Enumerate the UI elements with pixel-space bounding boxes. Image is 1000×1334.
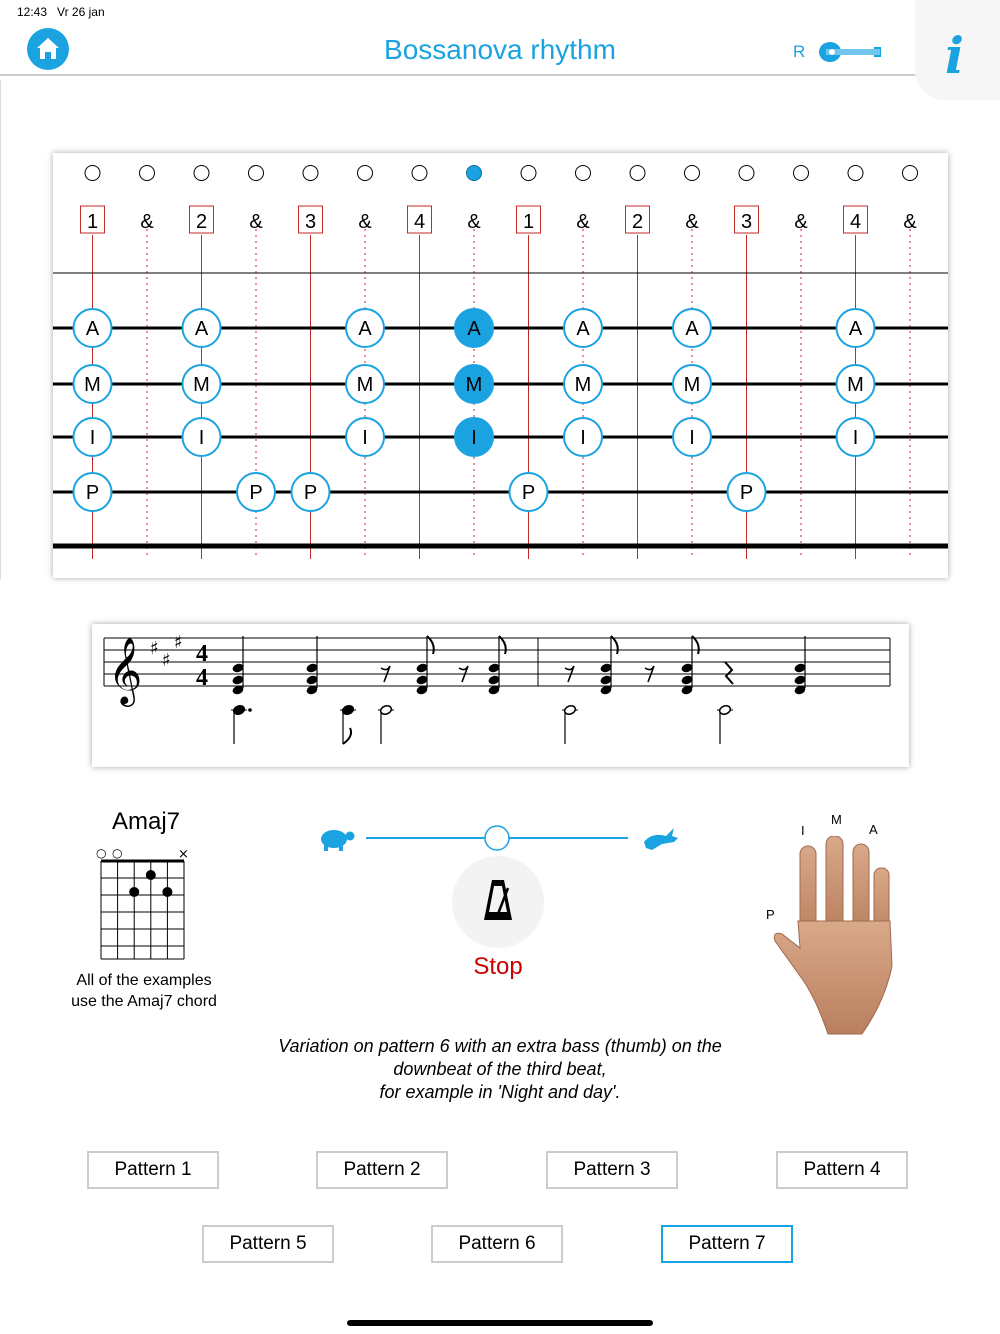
pattern-2-button[interactable]: Pattern 2: [316, 1151, 448, 1189]
step-indicator[interactable]: [249, 166, 264, 181]
step-indicator[interactable]: [848, 166, 863, 181]
offbeat-label: &: [140, 211, 154, 233]
note-flag: [499, 636, 506, 654]
beat-number: 3: [304, 211, 317, 233]
info-icon: i: [945, 26, 964, 85]
dot: [248, 708, 252, 712]
step-indicator[interactable]: [685, 166, 700, 181]
page-title: Bossanova rhythm: [384, 34, 616, 65]
note-flag: [692, 636, 699, 654]
music-score: [92, 624, 909, 767]
finger-dot: [146, 870, 156, 880]
finger-label-m: M: [831, 812, 842, 827]
score-notes: [231, 636, 807, 744]
step-indicator[interactable]: [576, 166, 591, 181]
finger-stroke-label: P: [739, 482, 754, 504]
tempo-slider-thumb[interactable]: [485, 826, 509, 850]
finger-stroke-label: M: [193, 374, 210, 396]
chord-caption: All of the examples use the Amaj7 chord: [71, 972, 217, 1010]
tempo-control: [314, 822, 684, 856]
step-indicator[interactable]: [739, 166, 754, 181]
finger-stroke-label: M: [574, 374, 592, 396]
finger-stroke-label: A: [358, 318, 372, 340]
finger-stroke-label: M: [84, 374, 101, 396]
offbeat-label: &: [685, 211, 699, 233]
key-signature: ♯: [150, 638, 159, 659]
beat-number: 2: [195, 211, 208, 233]
offbeat-label: &: [358, 211, 372, 233]
status-bar: [0, 0, 1000, 24]
app-header: [0, 24, 1000, 85]
finger-label-i: I: [801, 823, 805, 838]
finger-stroke-label: I: [89, 427, 96, 449]
finger-stroke-label: A: [848, 318, 863, 340]
muted-string-marker: ×: [178, 847, 189, 862]
step-indicator[interactable]: [358, 166, 373, 181]
guitar-icon[interactable]: [818, 40, 882, 69]
finger-stroke-label: I: [852, 427, 859, 449]
time-sig-bottom: 4: [196, 665, 208, 691]
offbeat-label: &: [903, 211, 917, 233]
open-string-marker: ○: [112, 846, 123, 860]
finger-stroke-label: M: [465, 374, 483, 396]
finger-label-p: P: [766, 907, 775, 922]
step-indicator[interactable]: [194, 166, 209, 181]
note-flag: [343, 728, 351, 744]
beat-number: 2: [631, 211, 644, 233]
svg-text:♯: ♯: [162, 650, 171, 671]
rhythm-grid: [53, 153, 948, 578]
rhythm-grid-panel: [53, 153, 948, 578]
finger-stroke-label: P: [521, 482, 536, 504]
offbeat-label: &: [467, 211, 481, 233]
finger-stroke-label: I: [198, 427, 205, 449]
step-indicator[interactable]: [630, 166, 645, 181]
open-string-marker: ○: [96, 846, 107, 860]
finger-stroke-label: P: [249, 482, 263, 504]
pattern-6-button[interactable]: Pattern 6: [431, 1225, 563, 1263]
step-indicator[interactable]: [521, 166, 536, 181]
pattern-3-button[interactable]: Pattern 3: [546, 1151, 678, 1189]
step-indicator[interactable]: [412, 166, 427, 181]
chord-diagram: [94, 844, 194, 962]
finger-stroke-label: A: [85, 318, 100, 340]
metronome-button[interactable]: [452, 856, 544, 948]
finger-stroke-label: A: [576, 318, 590, 340]
step-indicator[interactable]: [140, 166, 155, 181]
pattern-4-button[interactable]: Pattern 4: [776, 1151, 908, 1189]
note-flag: [611, 636, 618, 654]
step-indicator[interactable]: [303, 166, 318, 181]
hand-illustration: [770, 836, 920, 1036]
finger-stroke-label: P: [303, 482, 318, 504]
finger-stroke-label: M: [847, 374, 864, 396]
rabbit-icon[interactable]: [644, 828, 678, 850]
status-time: 12:43 Vr 26 jan: [17, 5, 105, 19]
offbeat-label: &: [794, 211, 808, 233]
chord-name: Amaj7: [111, 808, 181, 835]
beat-number: 4: [849, 211, 862, 233]
side-ruler: [0, 80, 3, 580]
stop-label[interactable]: Stop: [473, 953, 523, 980]
beat-number: 1: [522, 211, 535, 233]
pattern-7-button[interactable]: Pattern 7: [661, 1225, 793, 1263]
finger-stroke-label: I: [580, 427, 586, 449]
treble-clef-icon: 𝄞: [108, 636, 143, 704]
finger-stroke-label: A: [194, 318, 209, 340]
pattern-5-button[interactable]: Pattern 5: [202, 1225, 334, 1263]
finger-stroke-label: M: [683, 374, 701, 396]
reverse-label[interactable]: R: [793, 42, 806, 61]
home-indicator: [347, 1320, 653, 1326]
step-indicator[interactable]: [85, 166, 100, 181]
step-indicator[interactable]: [794, 166, 809, 181]
step-indicator[interactable]: [467, 166, 482, 181]
beat-number: 3: [740, 211, 753, 233]
finger-stroke-label: I: [362, 427, 368, 449]
finger-stroke-label: M: [356, 374, 374, 396]
music-score-panel: [92, 624, 909, 767]
quarter-rest: [725, 662, 733, 684]
finger-label-a: A: [869, 822, 878, 837]
offbeat-label: &: [576, 211, 590, 233]
info-button[interactable]: [915, 0, 1000, 100]
finger-stroke-label: A: [685, 318, 699, 340]
svg-text:♯: ♯: [174, 632, 183, 653]
time-sig-top: 4: [196, 641, 208, 667]
pattern-1-button[interactable]: Pattern 1: [87, 1151, 219, 1189]
step-indicator[interactable]: [903, 166, 918, 181]
beat-number: 4: [413, 211, 426, 233]
finger-dot: [162, 887, 172, 897]
finger-stroke-label: P: [85, 482, 100, 504]
turtle-icon[interactable]: [321, 830, 355, 851]
beat-number: 1: [86, 211, 99, 233]
finger-stroke-label: A: [467, 318, 481, 340]
metronome-icon: [452, 856, 544, 948]
finger-stroke-label: I: [689, 427, 695, 449]
finger-stroke-label: I: [471, 427, 477, 449]
note-flag: [427, 636, 434, 654]
offbeat-label: &: [249, 211, 263, 233]
finger-dot: [129, 887, 139, 897]
pattern-description: Variation on pattern 6 with an extra bass (thumb) on the downbeat of the third beat, for example in 'Night and day'.: [278, 1036, 722, 1102]
